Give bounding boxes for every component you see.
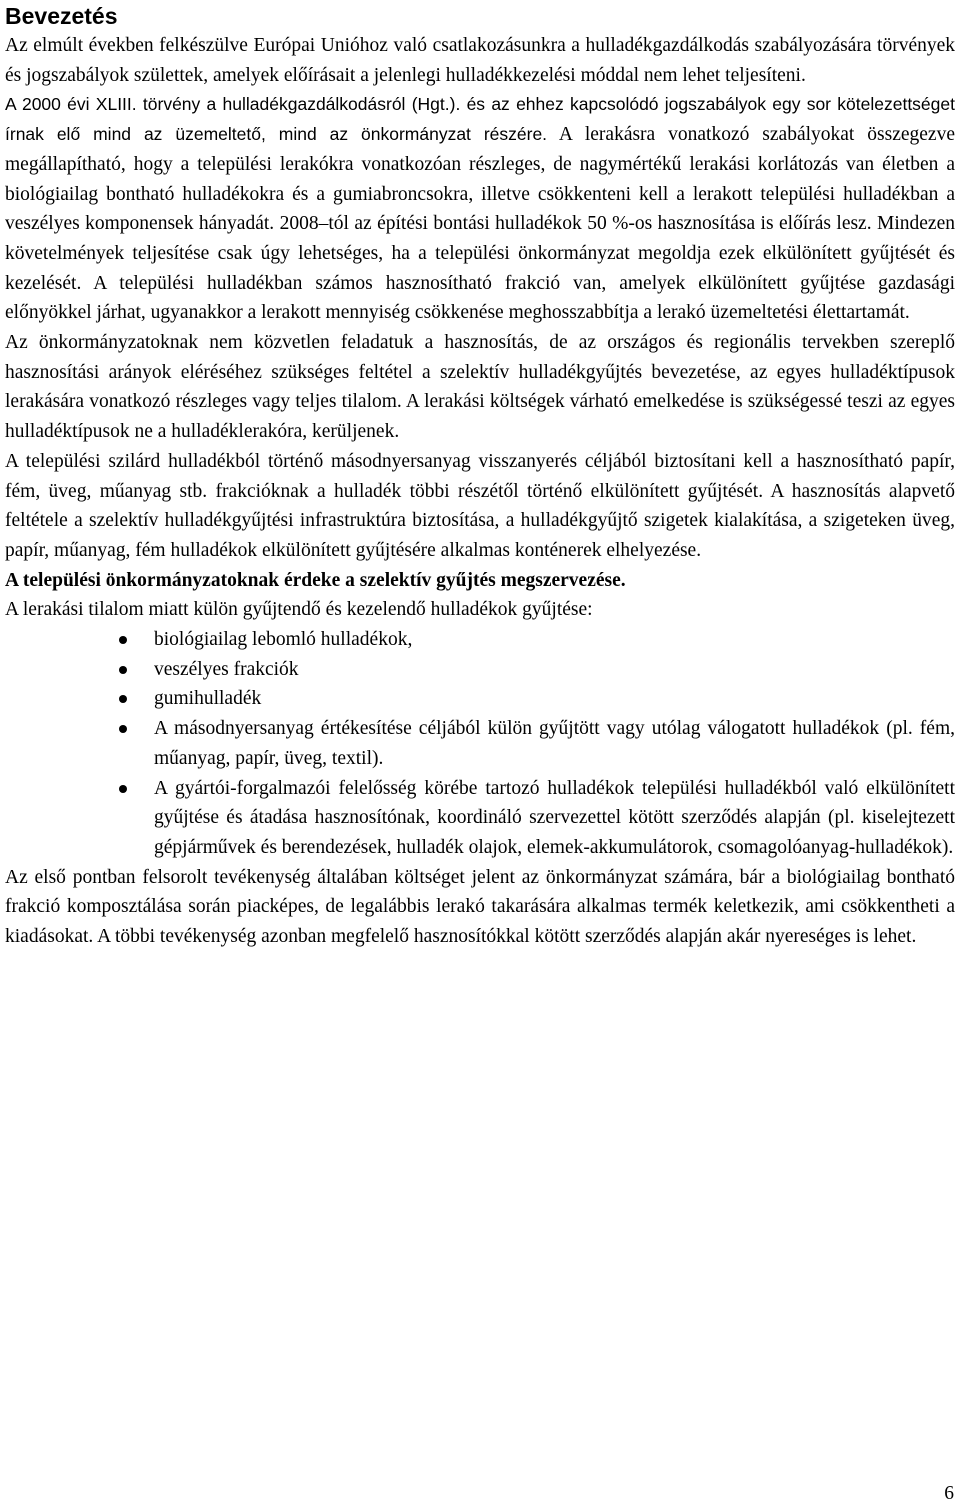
section-heading: Bevezetés — [5, 3, 118, 29]
paragraph-municipalities: Az önkormányzatoknak nem közvetlen feladatuk a hasznosítás, de az országos és regionális tervekben szereplő hasznosítási arányok eléréséhez szükséges feltétel a szelektív hulladékgyűjtés bevezetése, az egyes hulladéktípusok lerakására vonatkozó részleges vagy teljes tilalom. A lerakási költségek várható emelkedése is szükségessé teszi az egyes hulladéktípusok ne a hulladéklerakóra, kerüljenek. — [5, 332, 955, 443]
list-item-text: veszélyes frakciók — [154, 658, 299, 680]
paragraph-conclusion: Az első pontban felsorolt tevékenység általában költséget jelent az önkormányzat számára, bár a biológiailag bontható frakció komposztálása során piacképes, de legalábbis lerakó takarására alkalmas termék keletkezik, ami csökkentheti a kiadásokat. A többi tevékenység azonban megfelelő hasznosítókkal kötött szerződés alapján akár nyereséges is lehet. — [5, 866, 955, 948]
list-item — [5, 684, 955, 714]
bullet-icon — [119, 695, 127, 703]
legislation-sentence: A 2000 évi XLIII. törvény a hulladékgazdálkodásról (Hgt.). és az ehhez kapcsolódó jogszabályok egy sor kötelezettséget írnak elő mind az üzemeltető, mind az önkormányzat részére. — [5, 94, 955, 145]
paragraph-bold-statement: A települési önkormányzatoknak érdeke a szelektív gyűjtés megszervezése. — [5, 569, 626, 591]
paragraph-list-intro: A lerakási tilalom miatt külön gyűjtendő és kezelendő hulladékok gyűjtése: — [5, 599, 593, 621]
list-item-text: biológiailag lebomló hulladékok, — [154, 629, 413, 651]
paragraph-recycling: A települési szilárd hulladékból történő másodnyersanyag visszanyerés céljából biztosítani kell a hasznosítható papír, fém, üveg, műanyag stb. frakcióknak a hulladék többi részétől történő elkülönített gyűjtését. A hasznosítás alapvető feltétele a szelektív hulladékgyűjtési infrastruktúra biztosítása, a hulladékgyűjtő szigetek kialakítása, a szigeteken üveg, papír, műanyag, fém hulladékok elkülönített gyűjtésére alkalmas konténerek elhelyezése. — [5, 450, 955, 561]
landfill-restrictions-text: A lerakásra vonatkozó szabályokat összegezve megállapítható, hogy a települési lerakókra vonatkozóan részleges, de nagymértékű lerakási korlátozás van életben a biológiailag bontható hulladékokra és a gumiabroncsokra, illetve csökkenteni kell a lerakott települési hulladékban a veszélyes komponensek hányadát. 2008–tól az építési bontási hulladékok 50 %-os hasznosítása is előírás lesz. Mindezen követelmények teljesítése csak úgy lehetséges, ha a települési önkormányzat megoldja ezek elkülönített gyűjtését és kezelését. A települési hulladékban számos hasznosítható frakció van, amelyek elkülönített gyűjtése gazdasági előnyökkel járhat, ugyanakkor a lerakott mennyiség csökkenése meghosszabbítja a lerakó üzemeltetési élettartamát. — [5, 124, 955, 324]
page-number: 6 — [944, 1483, 954, 1504]
bullet-icon — [119, 636, 127, 644]
bullet-icon — [119, 666, 127, 674]
list-item-text: A másodnyersanyag értékesítése céljából külön gyűjtött vagy utólag válogatott hulladékok (pl. fém, műanyag, papír, üveg, textil). — [154, 718, 955, 769]
list-item — [5, 625, 955, 655]
paragraph-intro: Az elmúlt években felkészülve Európai Unióhoz való csatlakozásunkra a hulladékgazdálkodás szabályozására törvények és jogszabályok születtek, amelyek előírásait a jelenlegi hulladékkezelési móddal nem lehet teljesíteni. — [5, 35, 955, 86]
paragraph-legislation — [5, 90, 955, 328]
bullet-icon — [119, 725, 127, 733]
list-item-text: A gyártói-forgalmazói felelősség körébe tartozó hulladékok települési hulladékból való elkülönített gyűjtése és átadása hasznosítónak, koordináló szervezettel kötött szerződés alapján (pl. kiselejtezett gépjárművek és berendezések, hulladék olajok, elemek-akkumulátorok, csomagolóanyag-hulladékok). — [154, 777, 955, 858]
bullet-icon — [119, 785, 127, 793]
list-item-text: gumihulladék — [154, 688, 262, 710]
list-item — [5, 714, 955, 773]
document-page — [5, 0, 955, 952]
waste-types-list — [5, 625, 955, 863]
list-item — [5, 655, 955, 685]
list-item — [5, 774, 955, 863]
